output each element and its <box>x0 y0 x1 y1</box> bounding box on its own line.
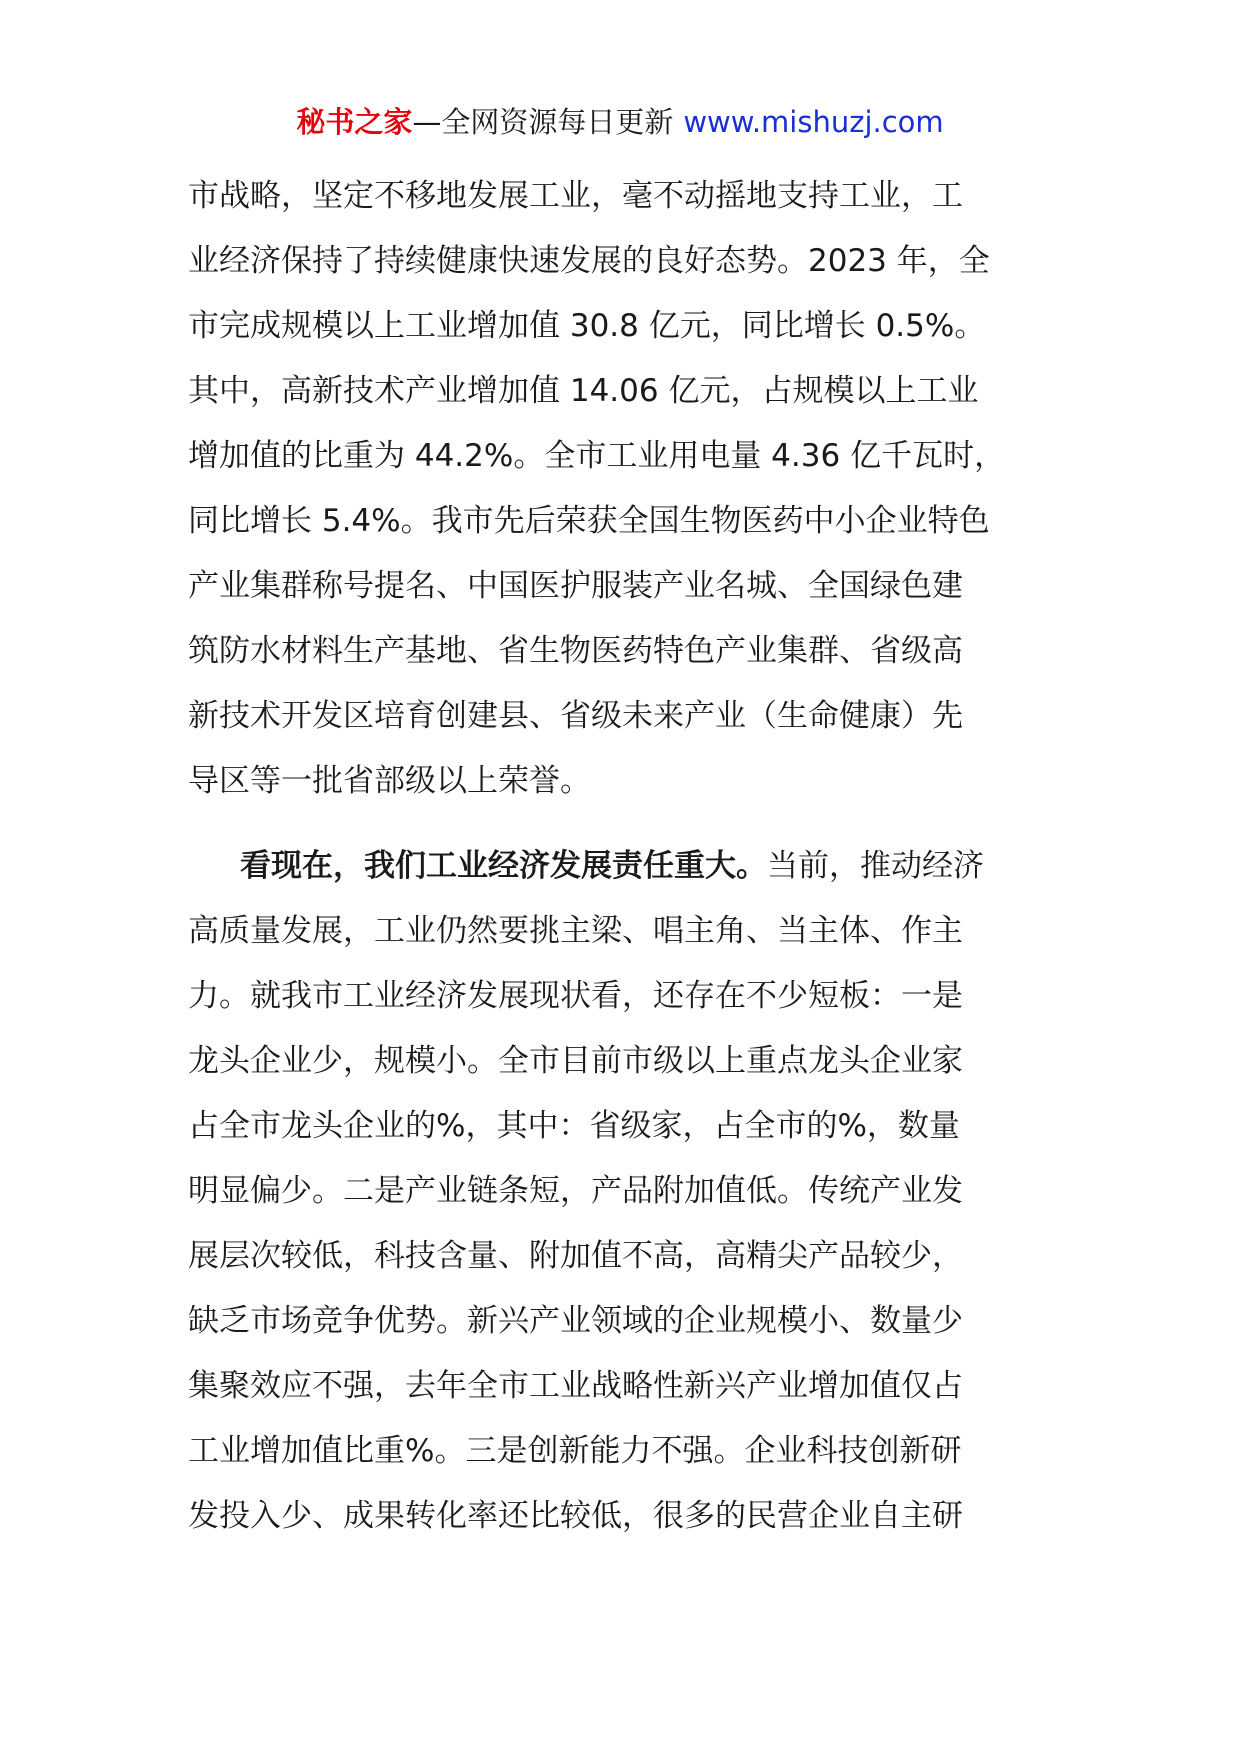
paragraph-line: 力。就我市工业经济发展现状看，还存在不少短板：一是 <box>188 978 963 1014</box>
paragraph-line: 高质量发展，工业仍然要挑主梁、唱主角、当主体、作主 <box>188 913 963 949</box>
document-body <box>188 164 1068 1549</box>
paragraph-line: 其中，高新技术产业增加值 14.06 亿元，占规模以上工业 <box>188 373 979 409</box>
paragraph-line: 市战略，坚定不移地发展工业，毫不动摇地支持工业，工 <box>188 178 963 214</box>
paragraph-line: 明显偏少。二是产业链条短，产品附加值低。传统产业发 <box>188 1173 963 1209</box>
paragraph-line: 缺乏市场竞争优势。新兴产业领域的企业规模小、数量少 <box>188 1303 963 1339</box>
paragraph-line: 占全市龙头企业的%，其中：省级家，占全市的%，数量 <box>188 1108 960 1144</box>
site-url-link[interactable]: www.mishuzj.com <box>683 105 944 139</box>
brand-name: 秘书之家 <box>296 105 413 139</box>
paragraph-achievements <box>188 164 1068 814</box>
paragraph-line: 展层次较低，科技含量、附加值不高，高精尖产品较少， <box>188 1238 963 1274</box>
paragraph-line: 新技术开发区培育创建县、省级未来产业（生命健康）先 <box>188 698 963 734</box>
paragraph-line: 市完成规模以上工业增加值 30.8 亿元，同比增长 0.5%。 <box>188 308 986 344</box>
header-tagline: —全网资源每日更新 <box>412 105 674 139</box>
paragraph-line: 业经济保持了持续健康快速发展的良好态势。2023 年，全 <box>188 243 990 279</box>
paragraph-current-situation <box>188 834 1068 1549</box>
paragraph-line: 同比增长 5.4%。我市先后荣获全国生物医药中小企业特色 <box>188 503 990 539</box>
paragraph-line: 龙头企业少，规模小。全市目前市级以上重点龙头企业家 <box>188 1043 963 1079</box>
paragraph-line: 发投入少、成果转化率还比较低，很多的民营企业自主研 <box>188 1498 963 1534</box>
paragraph-line: 增加值的比重为 44.2%。全市工业用电量 4.36 亿千瓦时， <box>188 438 1006 474</box>
paragraph-first-line <box>188 834 1068 899</box>
paragraph-line: 产业集群称号提名、中国医护服装产业名城、全国绿色建 <box>188 568 963 604</box>
paragraph-line: 筑防水材料生产基地、省生物医药特色产业集群、省级高 <box>188 633 963 669</box>
paragraph-line: 导区等一批省部级以上荣誉。 <box>188 763 591 799</box>
paragraph-heading-continuation: 当前，推动经济 <box>767 848 984 884</box>
paragraph-heading: 看现在，我们工业经济发展责任重大。 <box>240 848 767 884</box>
paragraph-line: 工业增加值比重%。三是创新能力不强。企业科技创新研 <box>188 1433 962 1469</box>
paragraph-line: 集聚效应不强，去年全市工业战略性新兴产业增加值仅占 <box>188 1368 963 1404</box>
page-header <box>0 100 1240 144</box>
paragraph-spacer <box>188 814 1068 834</box>
